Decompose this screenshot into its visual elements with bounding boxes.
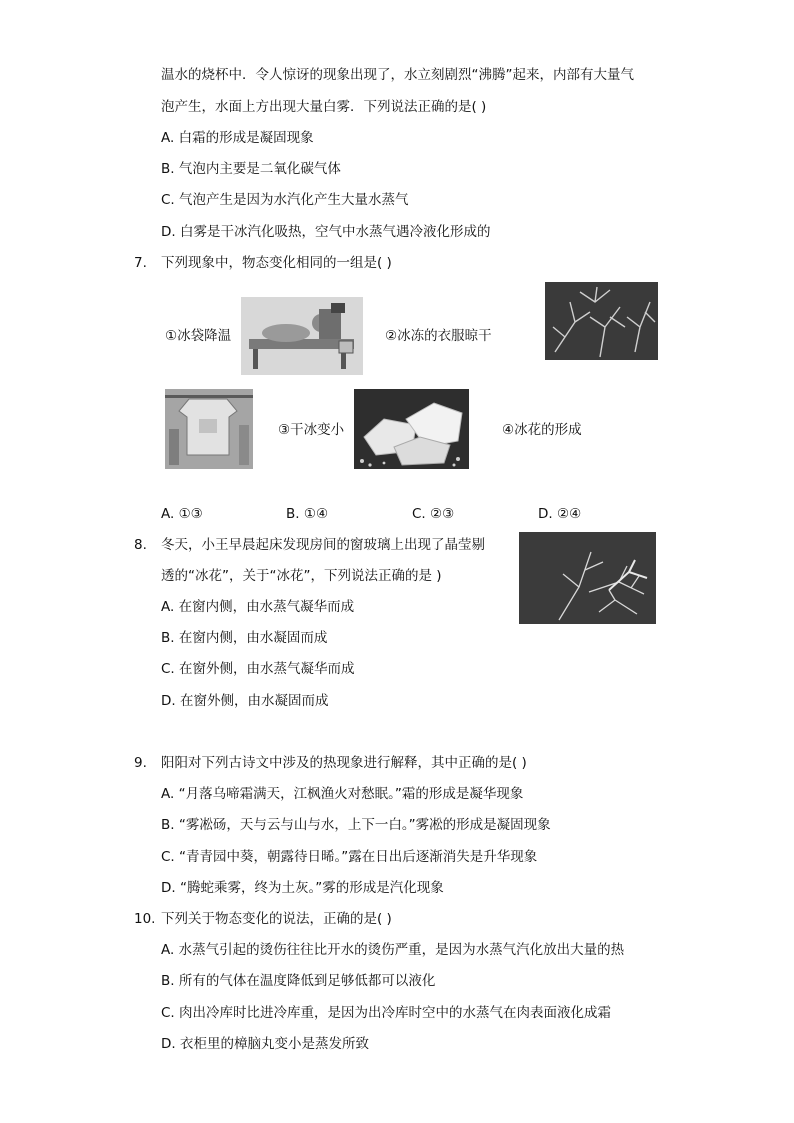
q8-option-b: B. 在窗内侧，由水凝固而成 bbox=[161, 630, 328, 646]
q6-option-c: C. 气泡产生是因为水汽化产生大量水蒸气 bbox=[161, 192, 409, 208]
q8-stem-line2: 透的“冰花”，关于“冰花”，下列说法正确的是 ) bbox=[161, 568, 442, 584]
q6-stem-line2: 泡产生，水面上方出现大量白雾．下列说法正确的是( ) bbox=[161, 99, 487, 115]
q7-caption-3: ③干冰变小 bbox=[278, 422, 345, 438]
ice-pack-image bbox=[241, 297, 363, 375]
q10-option-b: B. 所有的气体在温度降低到足够低都可以液化 bbox=[161, 973, 436, 989]
q10-number: 10. bbox=[134, 911, 156, 927]
q8-option-a: A. 在窗内侧，由水蒸气凝华而成 bbox=[161, 599, 355, 615]
q10-option-a: A. 水蒸气引起的烫伤往往比开水的烫伤严重，是因为水蒸气汽化放出大量的热 bbox=[161, 942, 625, 958]
q9-number: 9. bbox=[134, 755, 147, 771]
q8-stem-line1: 冬天，小王早晨起床发现房间的窗玻璃上出现了晶莹剔 bbox=[161, 537, 485, 553]
q7-choice-c: C. ②③ bbox=[412, 506, 455, 522]
q8-option-d: D. 在窗外侧，由水凝固而成 bbox=[161, 693, 329, 709]
q9-option-a: A. “月落乌啼霜满天，江枫渔火对愁眠。”霜的形成是凝华现象 bbox=[161, 786, 524, 802]
q7-choice-d: D. ②④ bbox=[538, 506, 582, 522]
q6-option-a: A. 白霜的形成是凝固现象 bbox=[161, 130, 314, 146]
q10-stem: 下列关于物态变化的说法，正确的是( ) bbox=[161, 911, 392, 927]
dry-ice-image bbox=[354, 389, 469, 469]
q7-caption-4: ④冰花的形成 bbox=[502, 422, 582, 438]
q9-option-c: C. “青青园中葵，朝露待日晞。”露在日出后逐渐消失是升华现象 bbox=[161, 849, 538, 865]
q10-option-d: D. 衣柜里的樟脑丸变小是蒸发所致 bbox=[161, 1036, 369, 1052]
ice-flower-image bbox=[545, 282, 658, 360]
q9-option-d: D. “腾蛇乘雾，终为土灰。”雾的形成是汽化现象 bbox=[161, 880, 444, 896]
q9-option-b: B. “雾凇砀，天与云与山与水，上下一白。”雾凇的形成是凝固现象 bbox=[161, 817, 551, 833]
q7-choice-b: B. ①④ bbox=[286, 506, 329, 522]
q8-option-c: C. 在窗外侧，由水蒸气凝华而成 bbox=[161, 661, 355, 677]
q7-caption-2: ②冰冻的衣服晾干 bbox=[385, 328, 492, 344]
q6-option-b: B. 气泡内主要是二氧化碳气体 bbox=[161, 161, 341, 177]
q7-choice-a: A. ①③ bbox=[161, 506, 203, 522]
q7-number: 7. bbox=[134, 255, 147, 271]
q7-caption-1: ①冰袋降温 bbox=[165, 328, 232, 344]
q7-stem: 下列现象中，物态变化相同的一组是( ) bbox=[161, 255, 392, 271]
q9-stem: 阳阳对下列古诗文中涉及的热现象进行解释，其中正确的是( ) bbox=[161, 755, 527, 771]
q6-option-d: D. 白雾是干冰汽化吸热，空气中水蒸气遇冷液化形成的 bbox=[161, 224, 491, 240]
q10-option-c: C. 肉出冷库时比进冷库重，是因为出冷库时空中的水蒸气在肉表面液化成霜 bbox=[161, 1005, 612, 1021]
q8-number: 8. bbox=[134, 537, 147, 553]
window-frost-image bbox=[519, 532, 656, 624]
frozen-clothes-image bbox=[165, 389, 253, 469]
q6-stem-line1: 温水的烧杯中．令人惊讶的现象出现了，水立刻剧烈“沸腾”起来，内部有大量气 bbox=[161, 67, 634, 83]
